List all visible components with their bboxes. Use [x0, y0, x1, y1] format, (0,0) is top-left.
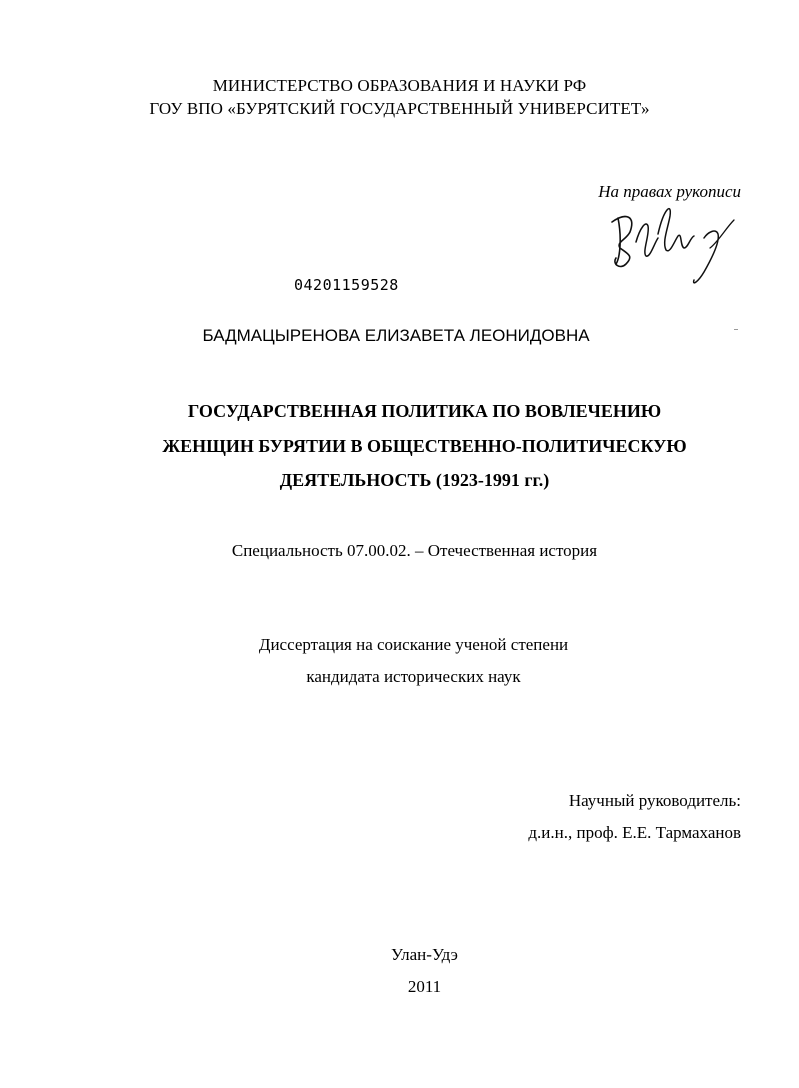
- author-name: БАДМАЦЫРЕНОВА ЕЛИЗАВЕТА ЛЕОНИДОВНА: [202, 326, 590, 345]
- university-header: ГОУ ВПО «БУРЯТСКИЙ ГОСУДАРСТВЕННЫЙ УНИВЕРСИТЕТ»: [149, 99, 650, 118]
- specialty-line: Специальность 07.00.02. – Отечественная история: [231, 541, 598, 560]
- ministry-header: МИНИСТЕРСТВО ОБРАЗОВАНИЯ И НАУКИ РФ: [212, 76, 587, 95]
- supervisor-label: Научный руководитель:: [568, 791, 741, 810]
- dissertation-line-1: Диссертация на соискание ученой степени: [258, 635, 569, 654]
- manuscript-note: На правах рукописи: [598, 182, 741, 201]
- title-line-1: ГОСУДАРСТВЕННАЯ ПОЛИТИКА ПО ВОВЛЕЧЕНИЮ: [187, 401, 662, 421]
- title-line-2: ЖЕНЩИН БУРЯТИИ В ОБЩЕСТВЕННО-ПОЛИТИЧЕСКУЮ: [162, 436, 687, 456]
- city: Улан-Удэ: [391, 945, 458, 964]
- registration-number: 04201159528: [294, 276, 399, 294]
- handwritten-signature: [606, 198, 746, 290]
- supervisor-name: д.и.н., проф. Е.Е. Тармаханов: [528, 823, 741, 842]
- title-line-3: ДЕЯТЕЛЬНОСТЬ (1923-1991 гг.): [279, 470, 550, 490]
- dissertation-line-2: кандидата исторических наук: [306, 667, 521, 686]
- year: 2011: [407, 977, 442, 996]
